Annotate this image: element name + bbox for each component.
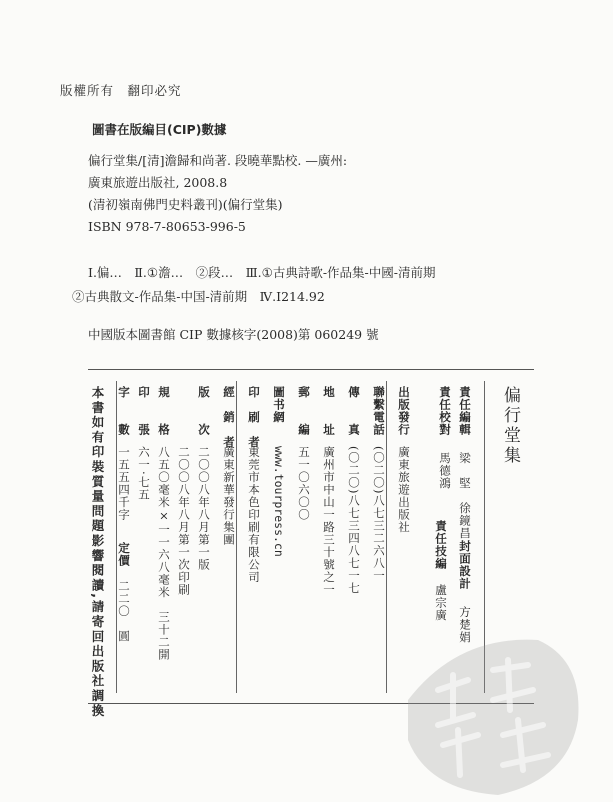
separator-top bbox=[88, 369, 534, 370]
printing-value: 二〇〇八年八月第一次印刷 bbox=[177, 446, 191, 596]
postcode-label: 郵 編 bbox=[297, 386, 311, 436]
publisher-value: 廣東旅遊出版社 bbox=[397, 446, 411, 534]
distributor-label: 經 銷 者 bbox=[222, 386, 236, 449]
cip-line-1: 偏行堂集/[清]澹歸和尚著. 段曉華點校. —廣州: bbox=[88, 153, 348, 168]
price-value: 二二〇 圓 bbox=[117, 580, 131, 643]
isbn: ISBN 978-7-80653-996-5 bbox=[88, 219, 246, 234]
sheets-label: 印 張 bbox=[137, 386, 151, 436]
copyright-notice: 版權所有 翻印必究 bbox=[60, 83, 182, 98]
cip-record: 中國版本圖書館 CIP 數據核字(2008)第 060249 號 bbox=[88, 327, 379, 342]
cip-heading: 圖書在版編目(CIP)數據 bbox=[92, 122, 227, 137]
cover-design-value: 方楚娟 bbox=[458, 606, 472, 644]
publisher-label: 出版發行 bbox=[397, 386, 411, 436]
cover-design-label: 封面設計 bbox=[458, 540, 472, 590]
quality-notice: 本書如有印裝質量問題影響閱讀,請寄回出版社調換 bbox=[90, 386, 105, 719]
printer-value: 東莞市本色印刷有限公司 bbox=[247, 446, 261, 584]
format-value: 八五〇毫米×一一六八毫米 三十二開 bbox=[157, 446, 171, 661]
editor-label: 責任編輯 bbox=[458, 386, 472, 436]
website-value: www.tourpress.cn bbox=[272, 446, 286, 557]
address-label: 地 址 bbox=[322, 386, 336, 436]
words-label: 字 數 bbox=[117, 386, 131, 436]
distributor-value: 廣東新華發行集團 bbox=[222, 446, 236, 546]
proofreader-label: 責任校對 bbox=[438, 386, 452, 436]
price-label: 定價 bbox=[117, 542, 131, 567]
cip-line-3: (清初嶺南佛門史料叢刊)(偏行堂集) bbox=[88, 197, 283, 212]
proofreader-value: 馬德鴻 bbox=[438, 452, 452, 490]
book-title: 偏行堂集 bbox=[500, 386, 520, 466]
format-label: 規 格 bbox=[157, 386, 171, 436]
website-label: 圖书網 bbox=[272, 386, 286, 424]
sheets-value: 六一·七五 bbox=[137, 446, 151, 501]
edition-label: 版 次 bbox=[197, 386, 211, 436]
printer-label: 印 刷 者 bbox=[247, 386, 261, 449]
classification-line-1: Ⅰ.偏… Ⅱ.①澹… ②段… Ⅲ.①古典詩歌-作品集-中國-清前期 bbox=[88, 265, 436, 280]
editor-value: 梁 堅 徐鏡昌 bbox=[458, 452, 472, 540]
cip-line-2: 廣東旅遊出版社, 2008.8 bbox=[88, 175, 228, 190]
phone-label: 聯繫電話 bbox=[372, 386, 386, 436]
column-divider bbox=[236, 381, 237, 693]
fax-value: (〇二〇)八七三四八七一七 bbox=[347, 446, 361, 595]
tech-editor-label: 責任技編 bbox=[434, 520, 448, 570]
classification-line-2: ②古典散文-作品集-中国-清前期 Ⅳ.I214.92 bbox=[72, 289, 325, 304]
edition-value: 二〇〇八年八月第一版 bbox=[197, 446, 211, 571]
address-value: 廣州市中山一路三十號之一 bbox=[322, 446, 336, 596]
phone-value: (〇二〇)八七三二六八一 bbox=[372, 446, 386, 582]
column-divider bbox=[386, 381, 387, 693]
postcode-value: 五一〇六〇〇 bbox=[297, 446, 311, 521]
tech-editor-value: 盧宗廣 bbox=[434, 584, 448, 622]
watermark-seal-icon bbox=[398, 630, 588, 800]
fax-label: 傳 真 bbox=[347, 386, 361, 436]
words-value: 一五五四千字 bbox=[117, 446, 131, 521]
